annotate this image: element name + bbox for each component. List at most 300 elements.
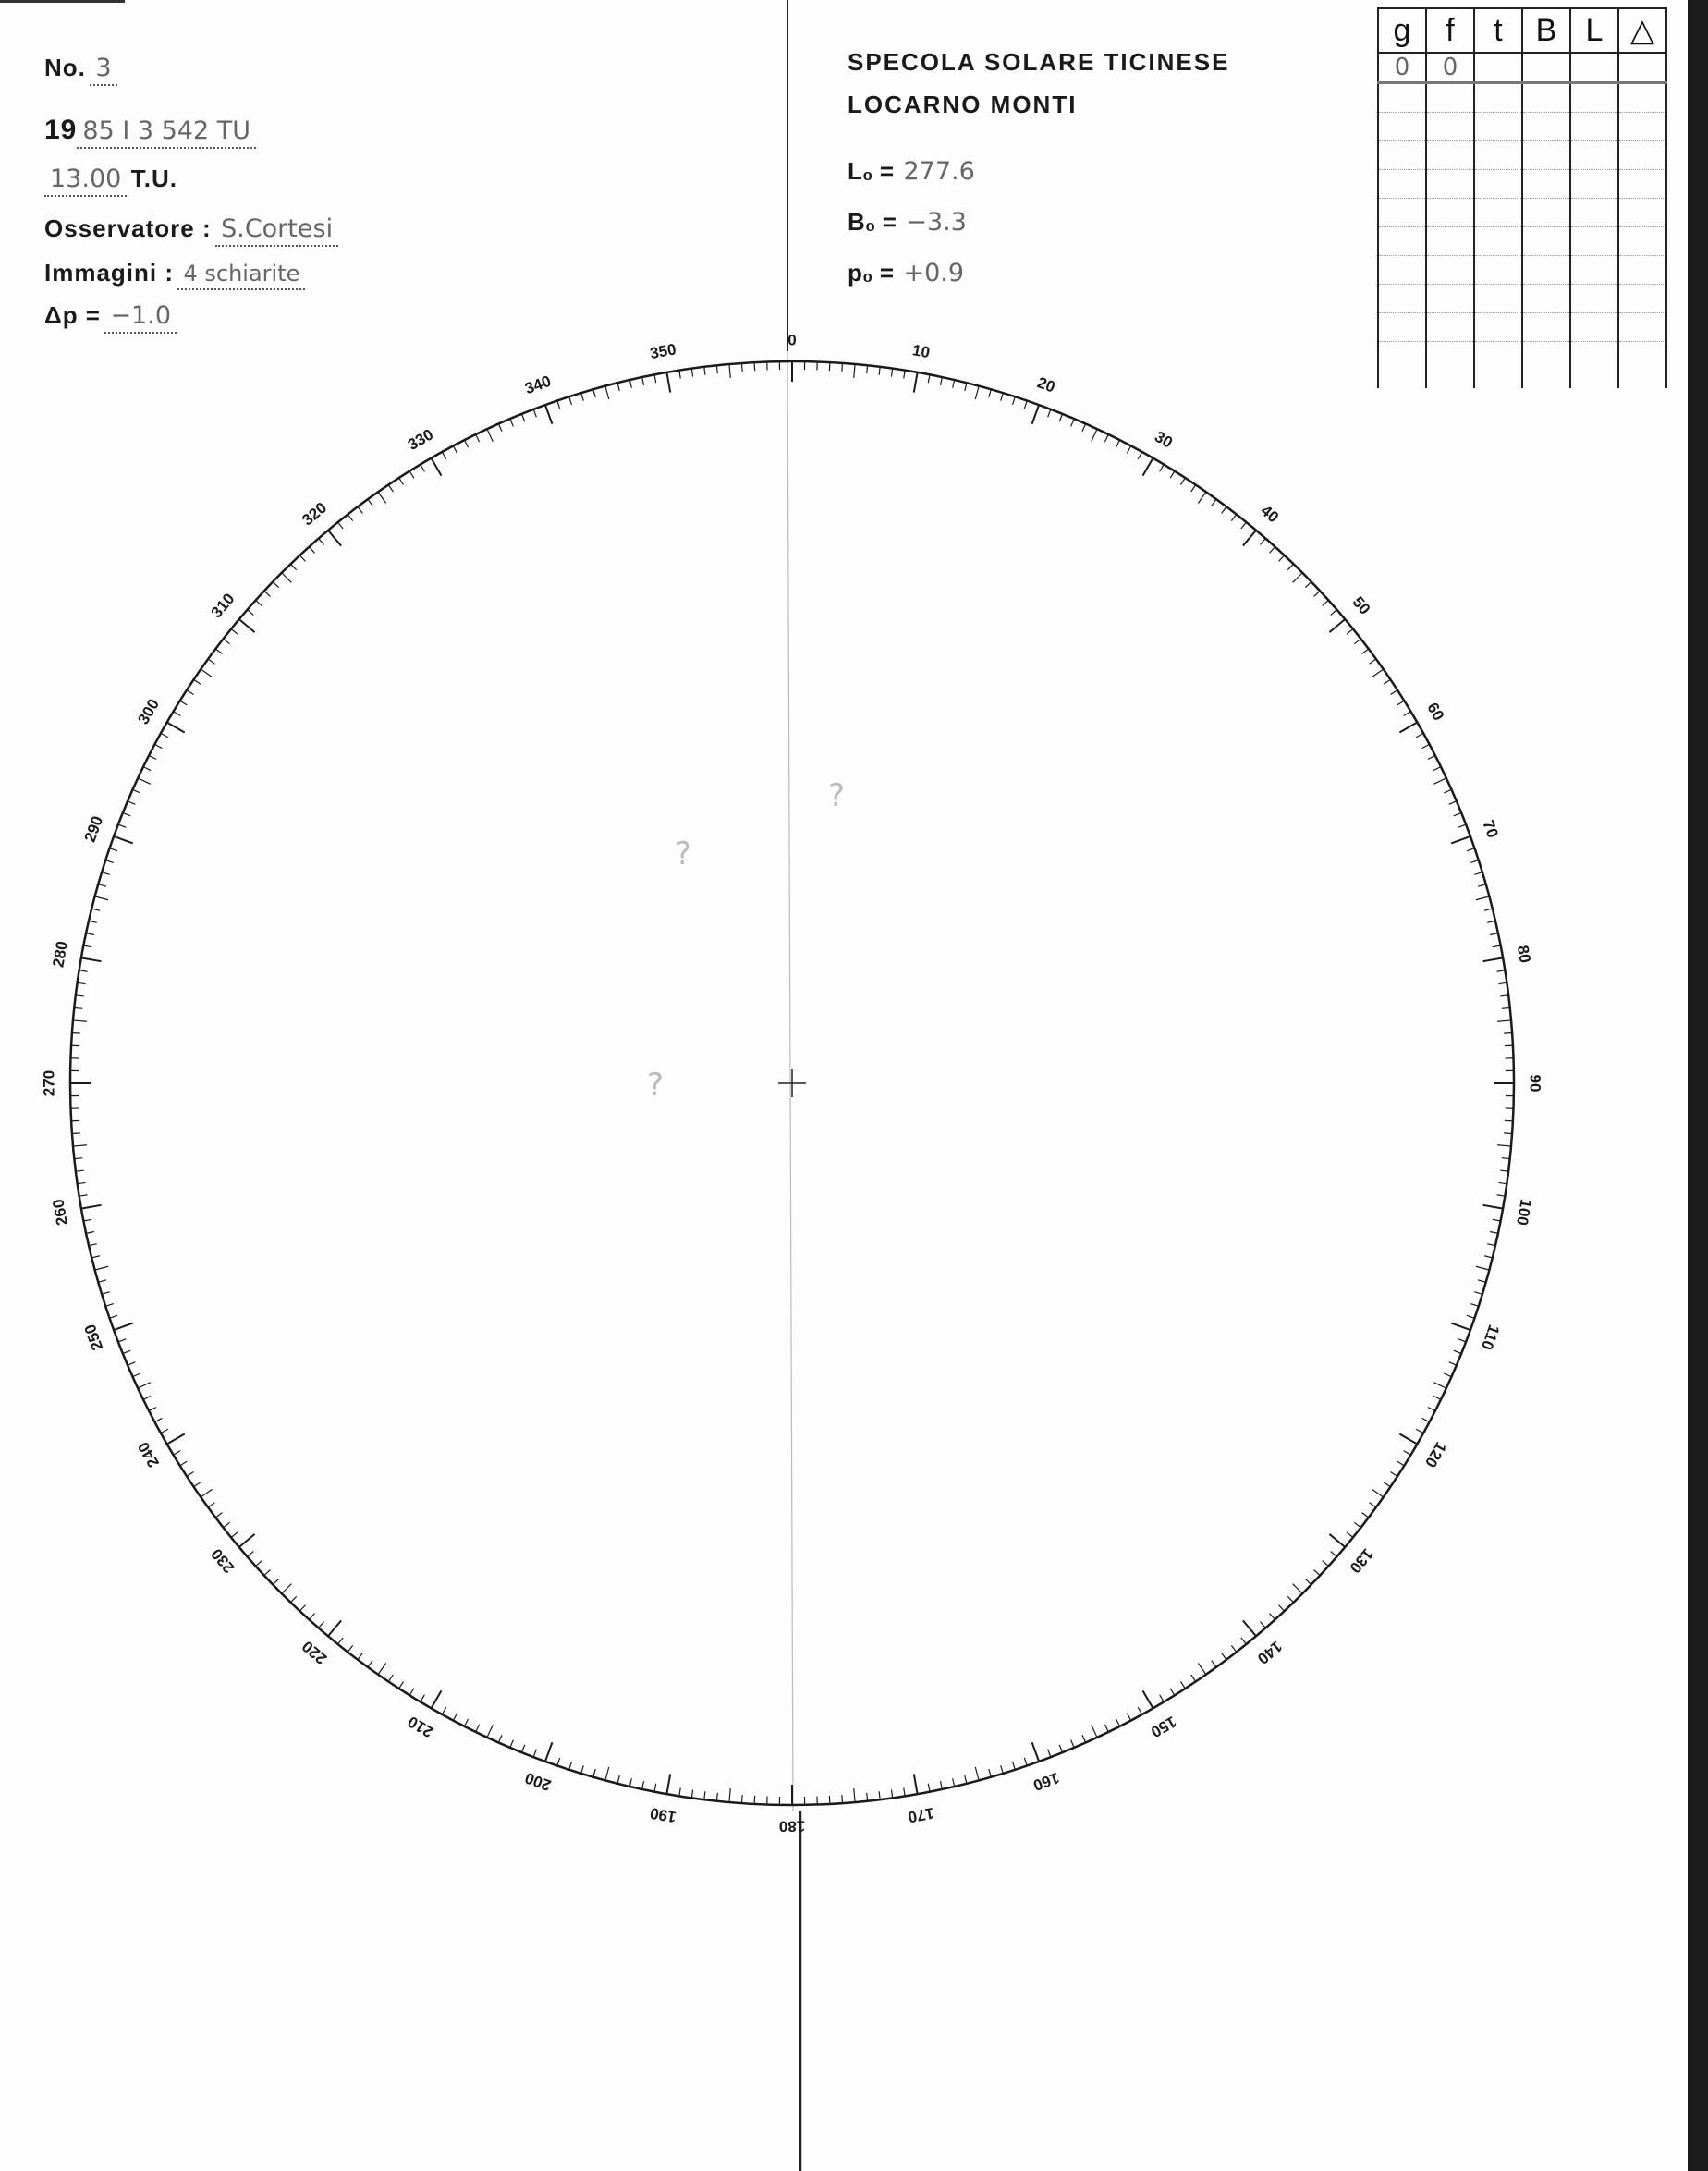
angle-tick: [98, 1280, 106, 1282]
angle-tick: [1170, 471, 1175, 479]
angle-tick: [92, 1256, 100, 1258]
date-value: 85 I 3 542 TU: [77, 116, 256, 149]
angle-tick: [557, 401, 560, 409]
angle-tick: [487, 429, 493, 442]
angle-tick: [453, 445, 457, 453]
angle-label: 120: [1421, 1438, 1450, 1471]
angle-tick: [498, 1735, 502, 1742]
angle-label: 280: [49, 939, 72, 970]
angle-tick: [378, 1663, 386, 1674]
angle-tick: [128, 801, 135, 805]
angle-tick: [95, 1266, 108, 1270]
angle-tick: [1127, 1714, 1130, 1721]
angle-tick: [464, 440, 468, 447]
time-unit: T.U.: [130, 165, 177, 192]
angle-tick: [74, 1007, 82, 1008]
angle-tick: [282, 573, 292, 583]
year-prefix: 19: [44, 115, 78, 145]
angle-tick: [1449, 1362, 1457, 1366]
angle-tick: [1487, 921, 1495, 922]
angle-tick: [1490, 933, 1498, 935]
angle-tick: [1478, 884, 1486, 886]
angle-tick: [1138, 452, 1141, 459]
angle-tick: [1241, 522, 1247, 529]
angle-tick: [1370, 659, 1376, 664]
angle-tick: [691, 1789, 692, 1798]
angle-tick: [358, 506, 362, 513]
angle-tick: [282, 1584, 292, 1594]
angle-tick: [86, 933, 94, 935]
angle-tick: [299, 1605, 305, 1612]
angle-tick: [1222, 506, 1226, 513]
angle-tick: [215, 649, 222, 653]
angle-tick: [1399, 723, 1417, 733]
angle-tick: [510, 419, 514, 426]
angle-tick: [1198, 492, 1206, 503]
observer-label: Osservatore :: [44, 214, 212, 242]
angle-tick: [432, 1690, 442, 1708]
angle-tick: [273, 1579, 278, 1584]
angle-tick: [1476, 896, 1489, 900]
angle-tick: [1287, 564, 1293, 569]
angle-tick: [1270, 1614, 1275, 1620]
angle-label: 340: [522, 372, 554, 398]
angle-label: 10: [910, 341, 932, 362]
angle-tick: [1329, 1534, 1345, 1547]
angle-label: 170: [906, 1803, 936, 1826]
angle-tick: [879, 1791, 880, 1799]
angle-tick: [965, 383, 967, 391]
angle-tick: [879, 367, 880, 375]
time-value: 13.00: [44, 165, 127, 197]
angle-tick: [399, 478, 404, 485]
angle-tick: [388, 1675, 393, 1681]
angle-tick: [1504, 1133, 1512, 1134]
angle-tick: [231, 629, 238, 635]
angle-tick: [1314, 591, 1321, 596]
angle-tick: [545, 1742, 553, 1762]
angle-tick: [1482, 957, 1503, 961]
angle-tick: [1024, 401, 1027, 409]
angle-tick: [928, 1784, 930, 1792]
angle-tick: [1474, 872, 1482, 875]
angle-tick: [569, 396, 572, 405]
angle-tick: [1422, 744, 1430, 748]
angle-label: 20: [1034, 373, 1058, 396]
angle-tick: [1191, 1675, 1196, 1681]
angle-tick: [1434, 1383, 1446, 1388]
angle-tick: [123, 812, 130, 815]
angle-tick: [891, 369, 892, 377]
angle-tick: [854, 1788, 855, 1802]
angle-tick: [1293, 1584, 1303, 1594]
angle-tick: [1032, 405, 1040, 424]
angle-tick: [654, 374, 656, 383]
angle-tick: [368, 499, 372, 506]
angle-tick: [914, 1774, 918, 1794]
angle-label: 60: [1423, 700, 1448, 724]
angle-tick: [1498, 982, 1507, 983]
angle-tick: [79, 970, 88, 971]
angle-tick: [167, 723, 185, 733]
angle-tick: [368, 1661, 372, 1667]
angle-tick: [358, 1653, 362, 1660]
angle-tick: [105, 860, 114, 863]
angle-tick: [1496, 1195, 1505, 1196]
angle-tick: [138, 778, 151, 784]
angle-tick: [510, 1740, 514, 1748]
angle-tick: [123, 1350, 130, 1353]
images-value: 4 schiarite: [177, 261, 305, 290]
angle-tick: [1384, 1482, 1390, 1487]
angle-tick: [1314, 1570, 1321, 1576]
angle-tick: [476, 434, 480, 442]
angle-tick: [102, 872, 110, 875]
angle-tick: [1138, 1707, 1141, 1714]
angle-tick: [629, 380, 631, 388]
angle-tick: [1331, 610, 1337, 616]
angle-tick: [432, 458, 442, 476]
angle-tick: [1397, 1461, 1405, 1466]
angle-tick: [569, 1762, 572, 1770]
angle-tick: [1497, 1145, 1511, 1146]
angle-tick: [187, 690, 194, 695]
angle-tick: [1370, 1503, 1376, 1507]
angle-tick: [1231, 515, 1237, 521]
angle-tick: [154, 1418, 162, 1421]
angle-tick: [378, 492, 386, 503]
angle-tick: [1449, 801, 1457, 805]
angle-tick: [1354, 639, 1360, 644]
delta-p-label: Δp =: [44, 301, 101, 329]
angle-label: 200: [522, 1768, 554, 1795]
angle-label: 0: [787, 331, 797, 349]
angle-tick: [716, 365, 717, 373]
angle-tick: [679, 371, 680, 379]
angle-tick: [867, 1793, 868, 1801]
angle-tick: [1404, 712, 1411, 716]
b0-value: −3.3: [906, 208, 967, 237]
angle-tick: [1260, 1622, 1265, 1628]
angle-tick: [74, 1158, 82, 1159]
angle-tick: [1231, 1645, 1237, 1652]
angle-tick: [1305, 581, 1311, 587]
angle-label: 290: [80, 813, 107, 845]
angle-tick: [965, 1775, 967, 1784]
angle-tick: [224, 639, 230, 644]
angle-tick: [248, 1551, 254, 1556]
angle-tick: [1362, 1513, 1369, 1518]
angle-label: 150: [1147, 1712, 1180, 1741]
angle-tick: [867, 365, 868, 373]
cell-f: 0: [1426, 53, 1474, 83]
angle-label: 250: [80, 1322, 107, 1353]
angle-tick: [78, 1182, 86, 1183]
angle-tick: [1428, 1407, 1435, 1410]
angle-tick: [167, 1434, 185, 1445]
col-f-header: f: [1426, 8, 1474, 53]
angle-label: 40: [1257, 501, 1283, 527]
angle-tick: [1243, 531, 1256, 546]
angle-tick: [1347, 629, 1353, 635]
angle-tick: [1305, 1579, 1311, 1584]
angle-tick: [1490, 1232, 1498, 1234]
angle-tick: [989, 1769, 991, 1777]
angle-tick: [1212, 1661, 1216, 1667]
angle-label: 50: [1348, 592, 1374, 618]
angle-tick: [208, 659, 214, 664]
angle-tick: [319, 539, 324, 545]
angle-tick: [941, 377, 943, 385]
angle-tick: [105, 1304, 114, 1307]
angle-tick: [1484, 1256, 1493, 1258]
angle-tick: [1444, 789, 1451, 793]
angle-tick: [1347, 1532, 1353, 1538]
angle-tick: [1116, 440, 1119, 447]
angle-tick: [498, 424, 502, 432]
angle-tick: [73, 1145, 87, 1146]
col-b-header: B: [1522, 8, 1570, 53]
angle-label: 140: [1253, 1637, 1286, 1668]
angle-tick: [1082, 424, 1086, 432]
angle-tick: [1362, 649, 1369, 653]
angle-tick: [1287, 1596, 1293, 1602]
angle-tick: [1160, 465, 1165, 472]
angle-tick: [581, 393, 584, 401]
angle-tick: [1191, 485, 1196, 492]
b0-label: B₀ =: [848, 208, 897, 236]
angle-tick: [1104, 434, 1108, 442]
p0-label: p₀ =: [848, 259, 895, 287]
angle-tick: [941, 1781, 943, 1789]
angle-tick: [521, 1745, 524, 1752]
angle-tick: [83, 1219, 92, 1221]
angle-tick: [1293, 573, 1303, 583]
number-label: No.: [44, 54, 86, 81]
angle-label: 300: [134, 695, 164, 728]
angle-tick: [143, 767, 151, 771]
angle-tick: [328, 1620, 341, 1636]
angle-tick: [149, 755, 156, 759]
angle-tick: [521, 414, 524, 421]
angle-tick: [1434, 1396, 1441, 1399]
angle-tick: [338, 1638, 344, 1644]
l0-label: L₀ =: [848, 157, 895, 185]
angle-tick: [904, 371, 905, 379]
angle-tick: [399, 1681, 404, 1689]
angle-tick: [854, 364, 855, 378]
angle-tick: [215, 1513, 222, 1518]
col-g-header: g: [1378, 8, 1426, 53]
angle-tick: [729, 364, 730, 378]
number-value: 3: [90, 54, 116, 86]
angle-label: 130: [1346, 1544, 1377, 1577]
angle-tick: [953, 380, 955, 388]
angle-tick: [1451, 836, 1470, 844]
angle-tick: [76, 995, 84, 996]
angle-label: 350: [648, 340, 678, 363]
angle-tick: [1116, 1719, 1119, 1726]
angle-tick: [143, 1396, 151, 1399]
angle-tick: [666, 372, 670, 393]
angle-tick: [161, 1429, 168, 1433]
angle-tick: [1331, 1551, 1337, 1556]
angle-tick: [975, 386, 979, 399]
angle-tick: [629, 1778, 631, 1787]
angle-tick: [1032, 1742, 1040, 1762]
angle-tick: [842, 1795, 843, 1803]
angle-tick: [1484, 909, 1493, 910]
angle-tick: [231, 1532, 238, 1538]
angle-tick: [1048, 1750, 1051, 1757]
angle-tick: [338, 522, 344, 529]
angle-label: 70: [1479, 817, 1502, 841]
angle-tick: [194, 1482, 201, 1487]
angle-tick: [149, 1407, 156, 1410]
col-l-header: L: [1570, 8, 1618, 53]
angle-tick: [76, 1170, 84, 1171]
angle-tick: [1082, 1735, 1086, 1742]
col-delta-header: △: [1618, 8, 1666, 53]
angle-label: 270: [40, 1069, 58, 1097]
angle-tick: [1422, 1418, 1430, 1421]
angle-tick: [581, 1765, 584, 1774]
angle-tick: [654, 1784, 656, 1792]
angle-tick: [1143, 1690, 1153, 1708]
images-label: Immagini :: [44, 259, 175, 287]
angle-tick: [1001, 1765, 1004, 1774]
angle-tick: [1399, 1434, 1417, 1445]
angle-label: 230: [207, 1544, 238, 1577]
angle-tick: [1323, 600, 1329, 605]
angle-tick: [1143, 458, 1153, 476]
angle-tick: [1502, 1007, 1510, 1008]
angle-tick: [79, 1195, 88, 1196]
angle-tick: [1243, 1620, 1256, 1636]
angle-tick: [290, 1596, 296, 1602]
angle-tick: [1493, 1219, 1501, 1221]
angle-tick: [617, 383, 619, 391]
angle-tick: [309, 547, 314, 554]
angle-tick: [742, 363, 743, 372]
angle-tick: [1127, 445, 1130, 453]
angle-tick: [256, 1561, 262, 1567]
angle-tick: [742, 1795, 743, 1803]
angle-tick: [118, 1339, 126, 1342]
angle-tick: [1397, 701, 1405, 705]
angle-tick: [1071, 419, 1075, 426]
angle-tick: [309, 1614, 314, 1620]
angle-tick: [1160, 1695, 1165, 1702]
angle-tick: [1329, 619, 1345, 632]
angle-label: 90: [1526, 1074, 1544, 1092]
angle-tick: [729, 1788, 730, 1802]
angle-tick: [904, 1787, 905, 1796]
angle-label: 30: [1152, 427, 1176, 452]
angle-tick: [891, 1789, 892, 1798]
angle-tick: [264, 591, 271, 596]
pencil-question-mark-2: ?: [675, 835, 692, 872]
angle-tick: [476, 1725, 480, 1732]
angle-tick: [224, 1522, 230, 1528]
angle-tick: [666, 1774, 670, 1794]
angle-tick: [1502, 1158, 1510, 1159]
angle-tick: [1467, 848, 1475, 851]
angle-tick: [953, 1778, 955, 1787]
angle-label: 310: [207, 590, 238, 622]
angle-tick: [605, 386, 609, 399]
angle-tick: [328, 531, 341, 546]
angle-tick: [1476, 1266, 1489, 1270]
angle-tick: [545, 405, 553, 424]
angle-tick: [319, 1622, 324, 1628]
angle-tick: [421, 465, 425, 472]
angle-tick: [299, 555, 305, 562]
angle-tick: [1013, 396, 1016, 405]
angle-tick: [533, 1750, 536, 1757]
angle-tick: [92, 909, 100, 910]
angle-tick: [691, 369, 692, 377]
angle-tick: [1071, 1740, 1075, 1748]
angle-tick: [1013, 1762, 1016, 1770]
angle-tick: [1323, 1561, 1329, 1567]
angle-tick: [1390, 690, 1397, 695]
angle-tick: [1500, 1170, 1508, 1171]
angle-tick: [1059, 414, 1062, 421]
angle-tick: [180, 1461, 188, 1466]
angle-tick: [1384, 679, 1390, 684]
angle-tick: [1474, 1292, 1482, 1295]
col-t-header: t: [1474, 8, 1522, 53]
angle-tick: [102, 1292, 110, 1295]
angle-tick: [290, 564, 296, 569]
angle-label: 330: [404, 425, 437, 455]
angle-label: 220: [299, 1637, 331, 1668]
angle-tick: [1092, 1725, 1097, 1738]
angle-tick: [1451, 1323, 1470, 1331]
angle-tick: [409, 1689, 414, 1696]
angle-label: 320: [299, 498, 331, 530]
angle-tick: [989, 389, 991, 397]
angle-tick: [161, 733, 168, 737]
angle-tick: [1500, 995, 1508, 996]
angle-tick: [1416, 1429, 1423, 1433]
angle-tick: [174, 1451, 181, 1456]
angle-tick: [605, 1767, 609, 1780]
angle-tick: [442, 452, 445, 459]
angle-label: 240: [134, 1438, 164, 1471]
angle-tick: [1212, 499, 1216, 506]
angle-tick: [110, 1315, 118, 1318]
angle-tick: [118, 824, 126, 827]
angle-tick: [110, 848, 118, 851]
angle-tick: [264, 1570, 271, 1576]
angle-tick: [201, 669, 212, 677]
angle-tick: [1001, 393, 1004, 401]
angle-tick: [533, 409, 536, 417]
angle-tick: [1048, 409, 1051, 417]
angle-tick: [388, 485, 393, 492]
angle-tick: [348, 1645, 353, 1652]
angle-tick: [1024, 1758, 1027, 1766]
angle-tick: [1428, 755, 1435, 759]
l0-value: 277.6: [903, 157, 975, 186]
angle-tick: [1059, 1745, 1062, 1752]
angle-tick: [487, 1725, 493, 1738]
angle-tick: [73, 1020, 87, 1021]
angle-tick: [273, 581, 278, 587]
angle-label: 160: [1031, 1768, 1062, 1795]
